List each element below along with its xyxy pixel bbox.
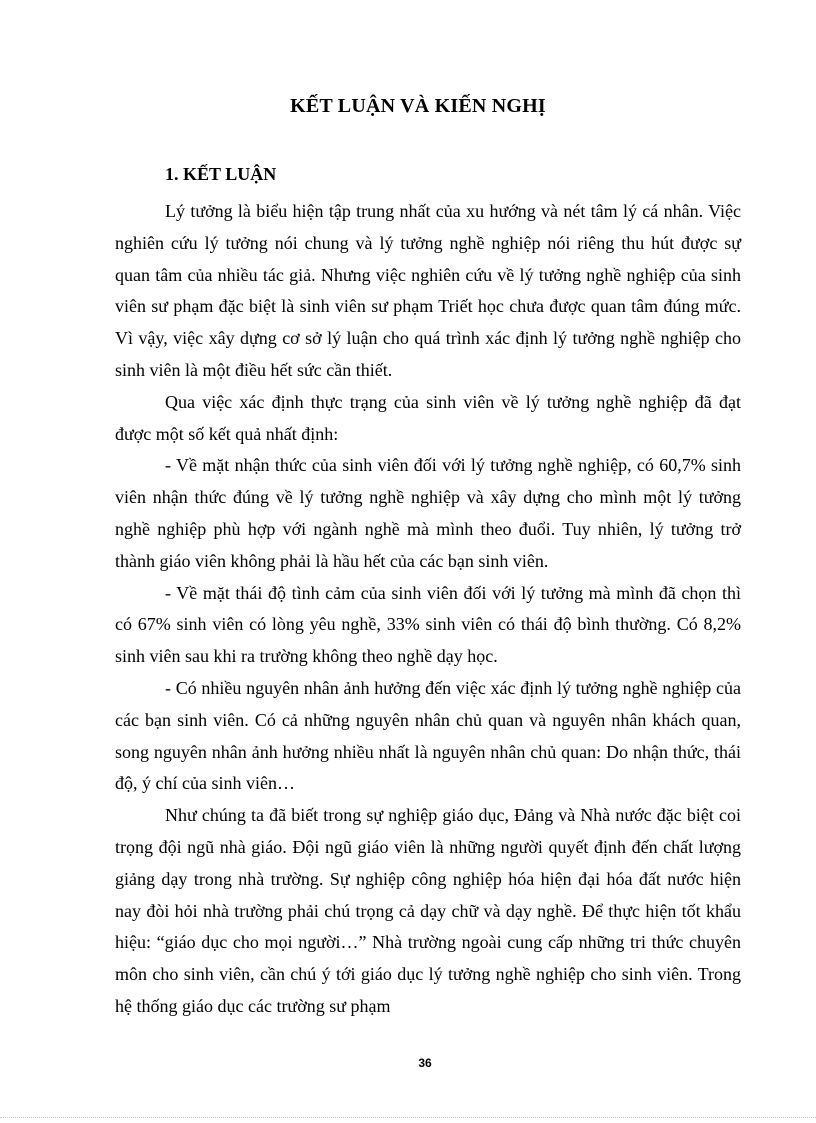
page-bottom-divider	[0, 1117, 816, 1118]
page-number: 36	[418, 1056, 432, 1070]
paragraph-causes: - Có nhiều nguyên nhân ảnh hưởng đến việc xác định lý tưởng nghề nghiệp của các bạn sinh viên. Có cả những nguyên nhân chủ quan và nguyên nhân khách quan, song nguyên nhân ảnh hưởng nhiều nhất là nguyên nhân chủ quan: Do nhận thức, thái độ, ý chí của sinh viên…	[115, 677, 741, 794]
paragraph-intro: Lý tưởng là biểu hiện tập trung nhất của xu hướng và nét tâm lý cá nhân. Việc nghiên cứu lý tưởng nói chung và lý tưởng nghề nghiệp nói riêng thu hút được sự quan tâm của nhiều tác giả. Nhưng việc nghiên cứu về lý tưởng nghề nghiệp của sinh viên sư phạm đặc biệt là sinh viên sư phạm Triết học chưa được quan tâm đúng mức. Vì vậy, việc xây dựng cơ sở lý luận cho quá trình xác định lý tưởng nghề nghiệp cho sinh viên là một điều hết sức cần thiết.	[115, 201, 741, 380]
paragraph-awareness: - Về mặt nhận thức của sinh viên đối với lý tưởng nghề nghiệp, có 60,7% sinh viên nhận thức đúng về lý tưởng nghề nghiệp và xây dựng cho mình một lý tưởng nghề nghiệp phù hợp với ngành nghề mà mình theo đuổi. Tuy nhiên, lý tưởng trở thành giáo viên không phải là hầu hết của các bạn sinh viên.	[115, 455, 741, 571]
page-title: KẾT LUẬN VÀ KIẾN NGHỊ	[290, 95, 546, 117]
body-text	[115, 196, 741, 1023]
section-heading: 1. KẾT LUẬN	[165, 164, 277, 184]
paragraph-results-lead: Qua việc xác định thực trạng của sinh viên về lý tưởng nghề nghiệp đã đạt được một số kết quả nhất định:	[115, 391, 741, 444]
paragraph-education: Như chúng ta đã biết trong sự nghiệp giáo dục, Đảng và Nhà nước đặc biệt coi trọng đội ngũ nhà giáo. Đội ngũ giáo viên là những người quyết định đến chất lượng giảng dạy trong nhà trường. Sự nghiệp công nghiệp hóa hiện đại hóa đất nước hiện nay đòi hỏi nhà trường phải chú trọng cả dạy chữ và dạy nghề. Để thực hiện tốt khẩu hiệu: “giáo dục cho mọi người…” Nhà trường ngoài cung cấp những tri thức chuyên môn cho sinh viên, cần chú ý tới giáo dục lý tưởng nghề nghiệp cho sinh viên. Trong hệ thống giáo dục các trường sư phạm	[115, 805, 741, 1016]
paragraph-attitude: - Về mặt thái độ tình cảm của sinh viên đối với lý tưởng mà mình đã chọn thì có 67% sinh viên có lòng yêu nghề, 33% sinh viên có thái độ bình thường. Có 8,2% sinh viên sau khi ra trường không theo nghề dạy học.	[115, 582, 741, 667]
